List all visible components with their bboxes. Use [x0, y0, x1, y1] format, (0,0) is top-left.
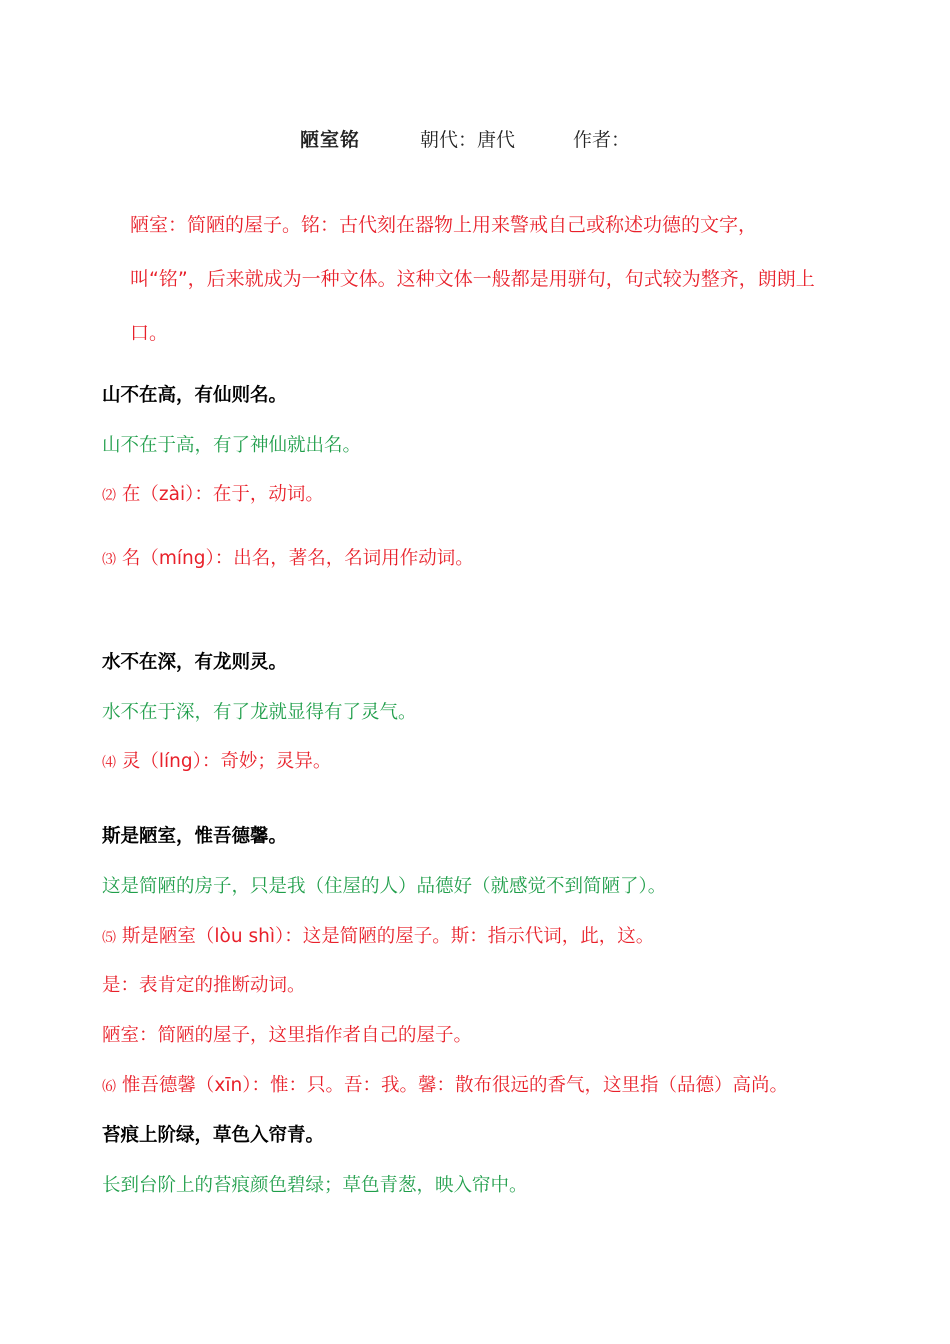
- translation-line-1: 山不在于高，有了神仙就出名。: [102, 435, 362, 456]
- dynasty-label: 朝代：唐代: [420, 129, 516, 151]
- annotation-5: [102, 924, 654, 951]
- annotation-5-is: 是：表肯定的推断动词。: [102, 975, 306, 996]
- translation-line-4: 长到台阶上的苔痕颜色碧绿；草色青葱，映入帘中。: [102, 1175, 528, 1196]
- annotation-4: [102, 749, 331, 776]
- annotation-number: ⑷: [102, 755, 116, 771]
- annotation-3: [102, 546, 474, 573]
- translation-line-3: 这是简陋的房子，只是我（住屋的人）品德好（就感觉不到简陋了）。: [102, 876, 667, 897]
- annotation-number: ⑵: [102, 488, 116, 504]
- annotation-6: [102, 1073, 788, 1100]
- title-explanation: 陋室：简陋的屋子。铭：古代刻在器物上用来警戒自己或称述功德的文字，叫“铭”，后来就成为一种文体。这种文体一般都是用骈句，句式较为整齐，朗朗上口。: [130, 214, 815, 344]
- annotation-text: 灵（líng）：奇妙；灵异。: [121, 751, 332, 772]
- annotation-text: 名（míng）：出名，著名，名词用作动词。: [121, 548, 474, 569]
- annotation-number: ⑸: [102, 930, 116, 946]
- original-line-2: 水不在深，有龙则灵。: [102, 652, 288, 673]
- annotation-text: 惟吾德馨（xīn）：惟：只。吾：我。馨：散布很远的香气，这里指（品德）高尚。: [121, 1075, 788, 1096]
- annotation-2: [102, 482, 324, 509]
- poem-title: 陋室铭: [300, 129, 361, 151]
- annotation-number: ⑹: [102, 1079, 116, 1095]
- annotation-text: 在（zài）：在于，动词。: [121, 484, 324, 505]
- author-label: 作者：: [573, 129, 631, 151]
- translation-line-2: 水不在于深，有了龙就显得有了灵气。: [102, 702, 417, 723]
- original-line-4: 苔痕上阶绿，草色入帘青。: [102, 1125, 325, 1146]
- original-line-3: 斯是陋室，惟吾德馨。: [102, 826, 288, 847]
- annotation-number: ⑶: [102, 552, 116, 568]
- original-line-1: 山不在高，有仙则名。: [102, 385, 288, 406]
- annotation-5-humble-room: 陋室：简陋的屋子，这里指作者自己的屋子。: [102, 1025, 473, 1046]
- annotation-text: 斯是陋室（lòu shì）：这是简陋的屋子。斯：指示代词，此，这。: [121, 926, 655, 947]
